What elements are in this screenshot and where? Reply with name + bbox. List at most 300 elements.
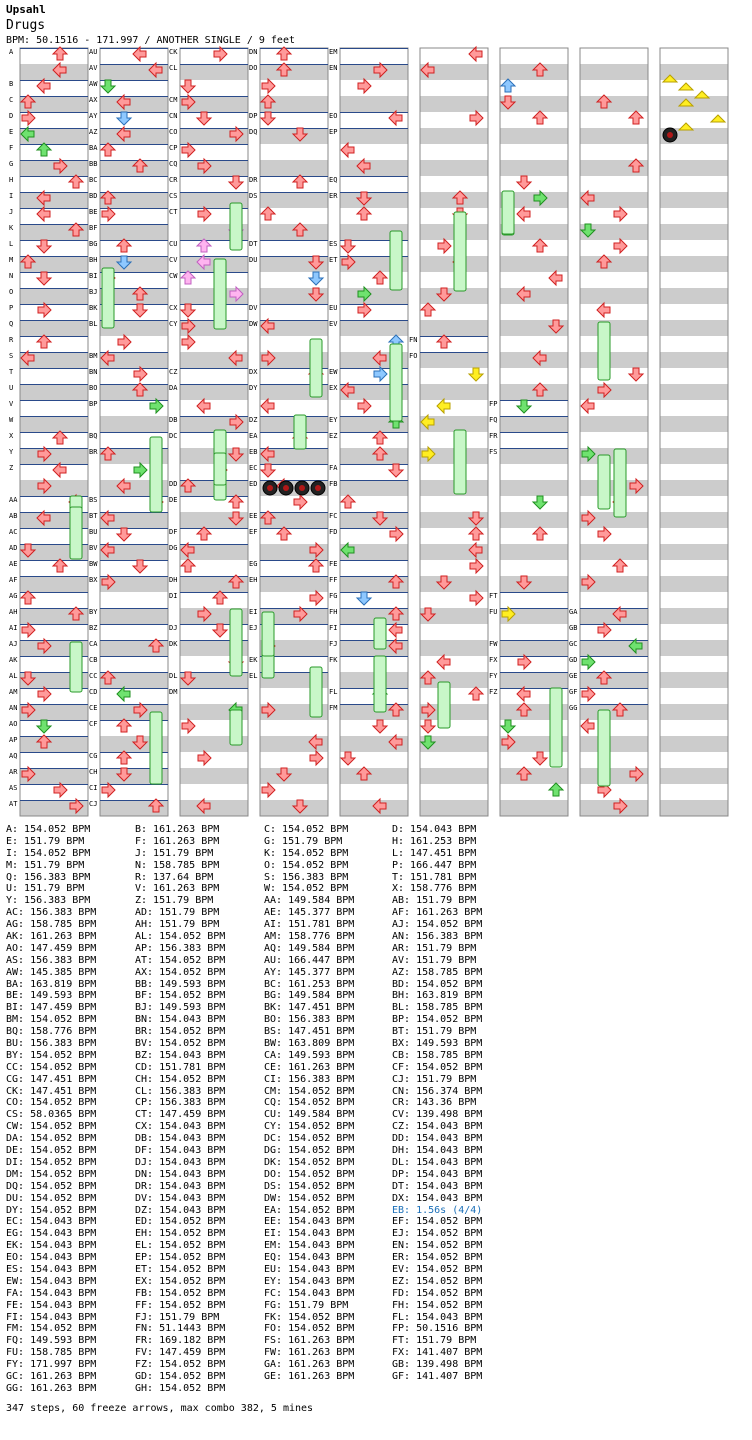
bpm-entry: FB: 154.052 BPM (135, 1287, 226, 1299)
bpm-entry: DR: 154.043 BPM (135, 1180, 226, 1192)
bpm-row (6, 1371, 746, 1383)
bpm-row (6, 1216, 746, 1228)
freeze-arrow (374, 618, 386, 649)
bpm-entry: BN: 154.043 BPM (135, 1014, 226, 1026)
bpm-entry: BU: 156.383 BPM (6, 1038, 97, 1050)
step-arrow (389, 111, 402, 125)
step-arrow (549, 271, 562, 285)
step-arrow (597, 303, 610, 317)
bpm-entry: FW: 161.263 BPM (264, 1347, 355, 1359)
measure-label: BG (89, 240, 98, 248)
bpm-entry: CG: 147.451 BPM (6, 1073, 97, 1085)
bpm-entry: EA: 154.052 BPM (264, 1204, 355, 1216)
measure-label: EE (249, 512, 258, 520)
measure-label: EO (329, 112, 338, 120)
step-arrow (197, 399, 210, 413)
bpm-entry: P: 166.447 BPM (392, 859, 477, 871)
measure-label: CP (169, 144, 178, 152)
measure-label: BM (89, 352, 98, 360)
bpm-entry: Y: 156.383 BPM (6, 895, 91, 907)
step-arrow (533, 239, 547, 252)
measure-label: AA (9, 496, 18, 504)
bpm-entry: FA: 154.043 BPM (6, 1287, 97, 1299)
bpm-entry: DK: 154.052 BPM (264, 1156, 355, 1168)
bpm-entry: AU: 166.447 BPM (264, 954, 355, 966)
bpm-entry: EH: 154.052 BPM (135, 1228, 226, 1240)
measure-label: FG (329, 592, 338, 600)
beat-stripe (100, 160, 168, 176)
measure-label: FH (329, 608, 338, 616)
bpm-entry: K: 154.052 BPM (264, 847, 349, 859)
beat-stripe (580, 352, 648, 368)
bpm-entry: S: 156.383 BPM (264, 871, 349, 883)
freeze-arrow (214, 453, 226, 485)
bpm-entry: FL: 154.043 BPM (392, 1311, 483, 1323)
beat-stripe (660, 448, 728, 464)
bpm-entry: GA: 161.263 BPM (264, 1359, 355, 1371)
measure-label: T (9, 368, 14, 376)
step-arrow (261, 399, 274, 413)
step-arrow (614, 207, 627, 221)
measure-label: AB (9, 512, 18, 520)
bpm-entry: FP: 50.1516 BPM (392, 1323, 483, 1335)
bpm-row (6, 1097, 746, 1109)
measure-label: Z (9, 464, 14, 472)
measure-label: CX (169, 304, 178, 312)
measure-label: FF (329, 576, 338, 584)
chart-summary: 347 steps, 60 freeze arrows, max combo 382, 5 mines (6, 1403, 314, 1414)
bpm-row (6, 943, 746, 955)
measure-label: AL (9, 672, 18, 680)
measure-label: BB (89, 160, 98, 168)
bpm-entry: CT: 147.459 BPM (135, 1109, 226, 1121)
measure-label: H (9, 176, 14, 184)
bpm-entry: DO: 154.052 BPM (264, 1168, 355, 1180)
beat-stripe (420, 352, 488, 368)
bpm-entry: FC: 154.043 BPM (264, 1287, 355, 1299)
bpm-entry: BY: 154.052 BPM (6, 1049, 97, 1061)
beat-stripe (660, 320, 728, 336)
measure-label: AD (9, 544, 18, 552)
step-arrow (470, 111, 483, 125)
bpm-entry: DC: 154.052 BPM (264, 1133, 355, 1145)
freeze-arrow (230, 710, 242, 745)
mine-core (267, 485, 273, 491)
bpm-row (6, 931, 746, 943)
measure-label: AE (9, 560, 18, 568)
measure-label: ET (329, 256, 338, 264)
bpm-entry: M: 151.79 BPM (6, 859, 85, 871)
beat-stripe (260, 768, 328, 784)
step-arrow (711, 115, 725, 122)
bpm-row (6, 860, 746, 872)
beat-stripe (260, 128, 328, 144)
bpm-entry: U: 151.79 BPM (6, 883, 85, 895)
measure-label: AX (89, 96, 98, 104)
bpm-entry: EZ: 154.052 BPM (392, 1275, 483, 1287)
step-arrow (598, 527, 611, 541)
bpm-entry: CB: 158.785 BPM (392, 1049, 483, 1061)
measure-label: DW (249, 320, 258, 328)
step-arrow (182, 719, 195, 733)
bpm-entry: CH: 154.052 BPM (135, 1073, 226, 1085)
bpm-row (6, 990, 746, 1002)
beat-stripe (180, 160, 248, 176)
beat-stripe (580, 288, 648, 304)
step-arrow (38, 687, 51, 701)
measure-label: FT (489, 592, 498, 600)
measure-label: BE (89, 208, 98, 216)
bpm-row (6, 1074, 746, 1086)
measure-label: EI (249, 608, 258, 616)
measure-label: CB (89, 656, 98, 664)
measure-label: DU (249, 256, 258, 264)
measure-label: AI (9, 624, 18, 632)
beat-stripe (420, 384, 488, 400)
step-arrow (182, 143, 195, 157)
measure-label: L (9, 240, 14, 248)
bpm-entry: BK: 147.451 BPM (264, 1002, 355, 1014)
measure-label: AO (9, 720, 18, 728)
step-arrow (501, 79, 515, 92)
measure-label: CL (169, 64, 178, 72)
step-arrow (197, 112, 211, 125)
step-arrow (101, 80, 115, 93)
measure-label: EV (329, 320, 338, 328)
beat-stripe (500, 800, 568, 816)
beat-stripe (20, 448, 88, 464)
bpm-entry: AT: 154.052 BPM (135, 954, 226, 966)
freeze-arrow (438, 682, 450, 728)
measure-label: DT (249, 240, 258, 248)
step-arrow (37, 720, 51, 733)
bpm-entry: EJ: 154.052 BPM (392, 1228, 483, 1240)
bpm-entry: BX: 149.593 BPM (392, 1038, 483, 1050)
step-arrow (117, 112, 131, 125)
beat-stripe (340, 160, 408, 176)
step-arrow (261, 464, 275, 477)
freeze-arrow (454, 430, 466, 494)
measure-label: CF (89, 720, 98, 728)
bpm-entry: AY: 145.377 BPM (264, 966, 355, 978)
step-arrow (501, 720, 515, 733)
measure-label: FX (489, 656, 498, 664)
beat-stripe (180, 64, 248, 80)
measure-label: CT (169, 208, 178, 216)
step-arrow (198, 207, 211, 221)
step-arrow (54, 783, 67, 797)
step-arrow (309, 272, 323, 285)
beat-stripe (20, 384, 88, 400)
song-title: Drugs (6, 18, 46, 33)
beat-stripe (580, 416, 648, 432)
measure-label: FU (489, 608, 498, 616)
step-arrow (102, 783, 115, 797)
measure-label: B (9, 80, 14, 88)
measure-label: X (9, 432, 14, 440)
bpm-entry: BL: 158.785 BPM (392, 1002, 483, 1014)
mine-core (667, 132, 673, 138)
step-arrow (134, 367, 147, 381)
step-arrow (150, 399, 163, 413)
bpm-entry: DG: 154.052 BPM (264, 1145, 355, 1157)
measure-label: FR (489, 432, 498, 440)
bpm-entry: FU: 158.785 BPM (6, 1347, 97, 1359)
measure-label: I (9, 192, 14, 200)
beat-stripe (420, 128, 488, 144)
bpm-entry: EU: 154.043 BPM (264, 1263, 355, 1275)
measure-label: AM (9, 688, 18, 696)
step-arrow (117, 687, 130, 701)
bpm-entry: ED: 154.052 BPM (135, 1216, 226, 1228)
bpm-entry: AO: 147.459 BPM (6, 942, 97, 954)
bpm-entry: GG: 161.263 BPM (6, 1382, 97, 1394)
step-arrow (470, 559, 483, 573)
bpm-entry: DH: 154.043 BPM (392, 1145, 483, 1157)
bpm-entry: GC: 161.263 BPM (6, 1370, 97, 1382)
bpm-entry: AL: 154.052 BPM (135, 931, 226, 943)
freeze-arrow (150, 712, 162, 784)
measure-label: AW (89, 80, 98, 88)
beat-stripe (660, 544, 728, 560)
measure-label: BO (89, 384, 98, 392)
bpm-row (6, 1240, 746, 1252)
beat-stripe (340, 128, 408, 144)
step-arrow (581, 719, 594, 733)
bpm-row (6, 907, 746, 919)
freeze-arrow (502, 191, 514, 234)
measure-label: GC (569, 640, 578, 648)
bpm-row (6, 1169, 746, 1181)
step-arrow (133, 304, 147, 317)
measure-label: CH (89, 768, 98, 776)
bpm-entry: C: 154.052 BPM (264, 824, 349, 835)
measure-label: EU (329, 304, 338, 312)
bpm-entry: BW: 163.809 BPM (264, 1038, 355, 1050)
bpm-row (6, 967, 746, 979)
measure-label: V (9, 400, 14, 408)
measure-label: DK (169, 640, 178, 648)
step-arrow (517, 207, 530, 221)
beat-stripe (420, 320, 488, 336)
bpm-entry: DL: 154.043 BPM (392, 1156, 483, 1168)
bpm-entry: BF: 154.052 BPM (135, 990, 226, 1002)
step-arrow (182, 335, 195, 349)
measure-label: E (9, 128, 14, 136)
bpm-row (6, 919, 746, 931)
bpm-row (6, 1121, 746, 1133)
freeze-arrow (294, 415, 306, 449)
step-arrow (358, 79, 371, 93)
bpm-entry: Q: 156.383 BPM (6, 871, 91, 883)
bpm-entry: AP: 156.383 BPM (135, 942, 226, 954)
step-arrow (374, 367, 387, 381)
measure-label: EA (249, 432, 258, 440)
bpm-entry: AD: 151.79 BPM (135, 907, 220, 919)
measure-label: BP (89, 400, 98, 408)
mine-core (299, 485, 305, 491)
measure-label: AY (89, 112, 98, 120)
measure-label: AS (9, 784, 18, 792)
measure-label: Q (9, 320, 14, 328)
bpm-entry: DZ: 154.043 BPM (135, 1204, 226, 1216)
freeze-arrow (374, 656, 386, 712)
measure-label: DB (169, 416, 178, 424)
beat-stripe (580, 256, 648, 272)
measure-label: DS (249, 192, 258, 200)
measure-label: BZ (89, 624, 98, 632)
bpm-entry: FM: 154.052 BPM (6, 1323, 97, 1335)
measure-label: A (9, 48, 14, 56)
step-arrow (438, 239, 451, 253)
measure-label: EM (329, 48, 338, 56)
step-arrow (261, 112, 275, 125)
beat-stripe (500, 672, 568, 688)
measure-label: DV (249, 304, 258, 312)
beat-stripe (260, 192, 328, 208)
step-arrow (470, 591, 483, 605)
beat-stripe (20, 288, 88, 304)
bpm-entry: EM: 154.043 BPM (264, 1240, 355, 1252)
measure-label: CV (169, 256, 178, 264)
bpm-row (6, 1276, 746, 1288)
measure-label: FI (329, 624, 338, 632)
step-arrow (469, 47, 482, 61)
beat-stripe (580, 320, 648, 336)
beat-stripe (580, 736, 648, 752)
step-arrow (358, 303, 371, 317)
bpm-entry: FI: 154.043 BPM (6, 1311, 97, 1323)
beat-stripe (260, 576, 328, 592)
measure-label: EH (249, 576, 258, 584)
bpm-entry: BQ: 158.776 BPM (6, 1026, 97, 1038)
bpm-row (6, 1383, 746, 1395)
beat-stripe (660, 736, 728, 752)
measure-label: CG (89, 752, 98, 760)
bpm-row (6, 1288, 746, 1300)
measure-label: AT (9, 800, 18, 808)
measure-label: DE (169, 496, 178, 504)
measure-label: CA (89, 640, 98, 648)
bpm-row (6, 1038, 746, 1050)
bpm-entry: EG: 154.043 BPM (6, 1228, 97, 1240)
measure-label: AV (89, 64, 98, 72)
freeze-arrow (550, 688, 562, 767)
bpm-entry: CE: 161.263 BPM (264, 1061, 355, 1073)
beat-stripe (660, 768, 728, 784)
bpm-entry: CY: 154.052 BPM (264, 1121, 355, 1133)
beat-stripe (580, 64, 648, 80)
beat-stripe (580, 384, 648, 400)
bpm-entry: EI: 154.043 BPM (264, 1228, 355, 1240)
bpm-row (6, 848, 746, 860)
step-arrow (437, 399, 450, 413)
measure-label: EF (249, 528, 258, 536)
bpm-entry: N: 158.785 BPM (135, 859, 220, 871)
beat-stripe (660, 608, 728, 624)
bpm-entry: CF: 154.052 BPM (392, 1061, 483, 1073)
measure-label: EC (249, 464, 258, 472)
bpm-entry: BC: 161.253 BPM (264, 978, 355, 990)
beat-stripe (20, 576, 88, 592)
measure-label: BI (89, 272, 98, 280)
measure-label: DY (249, 384, 258, 392)
step-arrow (53, 463, 66, 477)
beat-stripe (580, 672, 648, 688)
measure-label: GA (569, 608, 578, 616)
measure-label: Y (9, 448, 14, 456)
measure-label: FK (329, 656, 338, 664)
bpm-entry: FR: 169.182 BPM (135, 1335, 226, 1347)
bpm-entry: EK: 154.043 BPM (6, 1240, 97, 1252)
step-arrow (695, 91, 709, 98)
beat-stripe (580, 128, 648, 144)
step-arrow (357, 207, 371, 220)
beat-stripe (180, 384, 248, 400)
bpm-legend (6, 824, 746, 1395)
bpm-entry: EB: 1.56s (4/4) (392, 1204, 483, 1216)
step-arrow (118, 335, 131, 349)
measure-label: BN (89, 368, 98, 376)
step-arrow (310, 751, 323, 765)
bpm-row (6, 1062, 746, 1074)
bpm-entry: EO: 154.043 BPM (6, 1252, 97, 1264)
bpm-entry: BR: 154.052 BPM (135, 1026, 226, 1038)
beat-stripe (500, 768, 568, 784)
measure-label: AZ (89, 128, 98, 136)
bpm-entry: AV: 151.79 BPM (392, 954, 477, 966)
measure-label: BX (89, 576, 98, 584)
bpm-entry: FG: 151.79 BPM (264, 1299, 349, 1311)
measure-label: DH (169, 576, 178, 584)
bpm-entry: FJ: 151.79 BPM (135, 1311, 220, 1323)
bpm-row (6, 1181, 746, 1193)
measure-label: FE (329, 560, 338, 568)
measure-label: BY (89, 608, 98, 616)
measure-label: FS (489, 448, 498, 456)
bpm-entry: BG: 149.584 BPM (264, 990, 355, 1002)
measure-label: AK (9, 656, 18, 664)
step-arrow (37, 240, 51, 253)
bpm-entry: BJ: 149.593 BPM (135, 1002, 226, 1014)
step-arrow (437, 655, 450, 669)
beat-stripe (500, 512, 568, 528)
bpm-entry: DM: 154.052 BPM (6, 1168, 97, 1180)
bpm-row (6, 1145, 746, 1157)
step-arrow (581, 399, 594, 413)
bpm-entry: CM: 154.052 BPM (264, 1085, 355, 1097)
step-arrow (262, 79, 275, 93)
bpm-entry: BE: 149.593 BPM (6, 990, 97, 1002)
step-arrow (533, 752, 547, 765)
bpm-entry: G: 151.79 BPM (264, 835, 343, 847)
bpm-entry: CZ: 154.043 BPM (392, 1121, 483, 1133)
measure-label: F (9, 144, 14, 152)
beat-stripe (20, 192, 88, 208)
measure-label: EW (329, 368, 338, 376)
bpm-entry: ER: 154.052 BPM (392, 1252, 483, 1264)
beat-stripe (660, 704, 728, 720)
bpm-entry: AR: 151.79 BPM (392, 942, 477, 954)
mine-core (283, 485, 289, 491)
bpm-entry: DD: 154.043 BPM (392, 1133, 483, 1145)
bpm-row (6, 1002, 746, 1014)
freeze-arrow (390, 231, 402, 290)
step-arrow (261, 207, 275, 220)
beat-stripe (660, 640, 728, 656)
bpm-entry: FQ: 149.593 BPM (6, 1335, 97, 1347)
bpm-entry: EF: 154.052 BPM (392, 1216, 483, 1228)
